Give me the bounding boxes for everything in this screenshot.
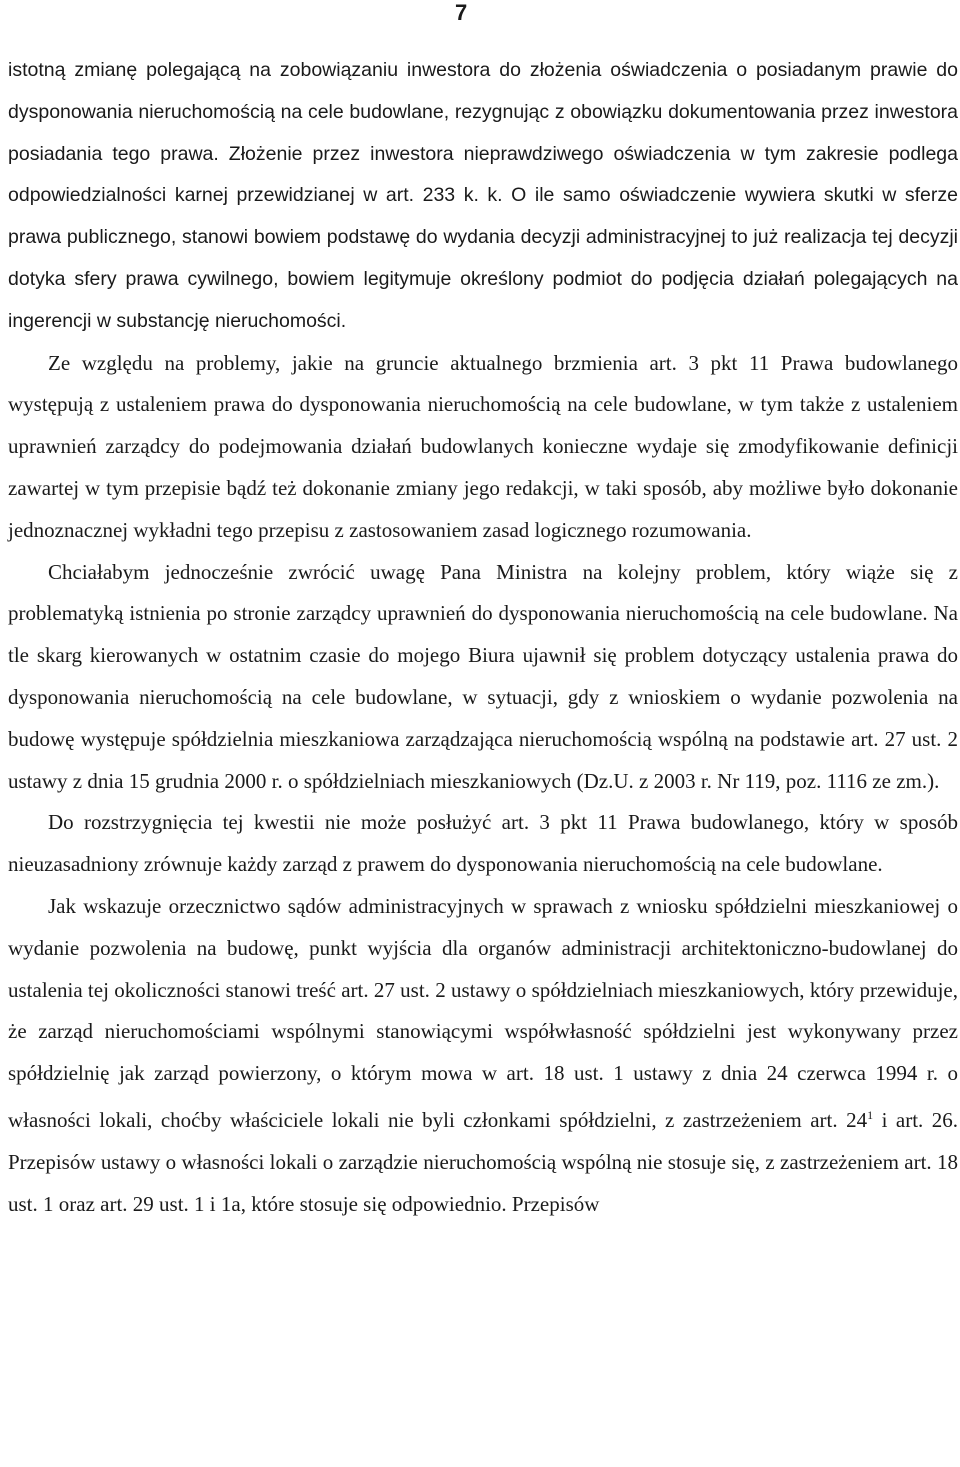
paragraph-1: istotną zmianę polegającą na zobowiązaniu inwestora do złożenia oświadczenia o posiadanym prawie do dysponowania nieruchomością na cele budowlane, rezygnując z obowiązku dokumentowania przez inwestora posiadania tego prawa. Złożenie przez inwestora nieprawdziwego oświadczenia w tym zakresie podlega odpowiedzialności karnej przewidzianej w art. 233 k. k. O ile samo oświadczenie wywiera skutki w sferze prawa publicznego, stanowi bowiem podstawę do wydania decyzji administracyjnej to już realizacja tej decyzji dotyka sfery prawa cywilnego, bowiem legitymuje określony podmiot do podjęcia działań polegających na ingerencji w substancję nieruchomości. xyxy=(8,59,958,332)
paragraph-4: Do rozstrzygnięcia tej kwestii nie może posłużyć art. 3 pkt 11 Prawa budowlanego, który w sposób nieuzasadniony zrównuje każdy zarząd z prawem do dysponowania nieruchomością na cele budowlane. xyxy=(8,810,958,877)
paragraph-5-text-a: Jak wskazuje orzecznictwo sądów administracyjnych w sprawach z wniosku spółdzielni mieszkaniowej o wydanie pozwolenia na budowę, punkt wyjścia dla organów administracji architektoniczno-budowlanej do ustalenia tej okoliczności stanowi treść art. 27 ust. 2 ustawy o spółdzielniach mieszkaniowych, który przewiduje, że zarząd nieruchomościami wspólnymi stanowiącymi współwłasność spółdzielni jest wykonywany przez spółdzielnię jak zarząd powierzony, o którym mowa w art. 18 ust. 1 ustawy z dnia 24 czerwca 1994 r. o własności lokali, choćby właściciele lokali nie byli członkami spółdzielni, z zastrzeżeniem art. 24 xyxy=(8,893,958,1132)
paragraph-5-text-b: i art. 26. Przepisów ustawy o własności lokali o zarządzie nieruchomością wspólną nie stosuje się, z zastrzeżeniem art. 18 ust. 1 oraz art. 29 ust. 1 i 1a, które stosuje się odpowiednio. Przepisów xyxy=(8,1107,959,1216)
paragraph-3: Chciałabym jednocześnie zwrócić uwagę Pana Ministra na kolejny problem, który wiąże się z problematyką istnienia po stronie zarządcy uprawnień do dysponowania nieruchomością na cele budowlane. Na tle skarg kierowanych w ostatnim czasie do mojego Biura ujawnił się problem dotyczący ustalenia prawa do dysponowania nieruchomością na cele budowlane, w sytuacji, gdy z wnioskiem o wydanie pozwolenia na budowę występuje spółdzielnia mieszkaniowa zarządzająca nieruchomością wspólną na podstawie art. 27 ust. 2 ustawy z dnia 15 grudnia 2000 r. o spółdzielniach mieszkaniowych (Dz.U. z 2003 r. Nr 119, poz. 1116 ze zm.). xyxy=(8,559,958,793)
document-body xyxy=(8,50,958,1225)
paragraph-5 xyxy=(8,886,958,1225)
page-number: 7 xyxy=(455,0,468,25)
paragraph-2: Ze względu na problemy, jakie na gruncie aktualnego brzmienia art. 3 pkt 11 Prawa budowlanego występują z ustaleniem prawa do dysponowania nieruchomością na cele budowlane, w tym także z ustaleniem uprawnień zarządcy do podejmowania działań budowlanych konieczne wydaje się zmodyfikowanie definicji zawartej w tym przepisie bądź też dokonanie zmiany jego redakcji, w taki sposób, aby możliwe było dokonanie jednoznacznej wykładni tego przepisu z zastosowaniem zasad logicznego rozumowania. xyxy=(8,350,958,542)
superscript-footnote: 1 xyxy=(867,1107,874,1122)
